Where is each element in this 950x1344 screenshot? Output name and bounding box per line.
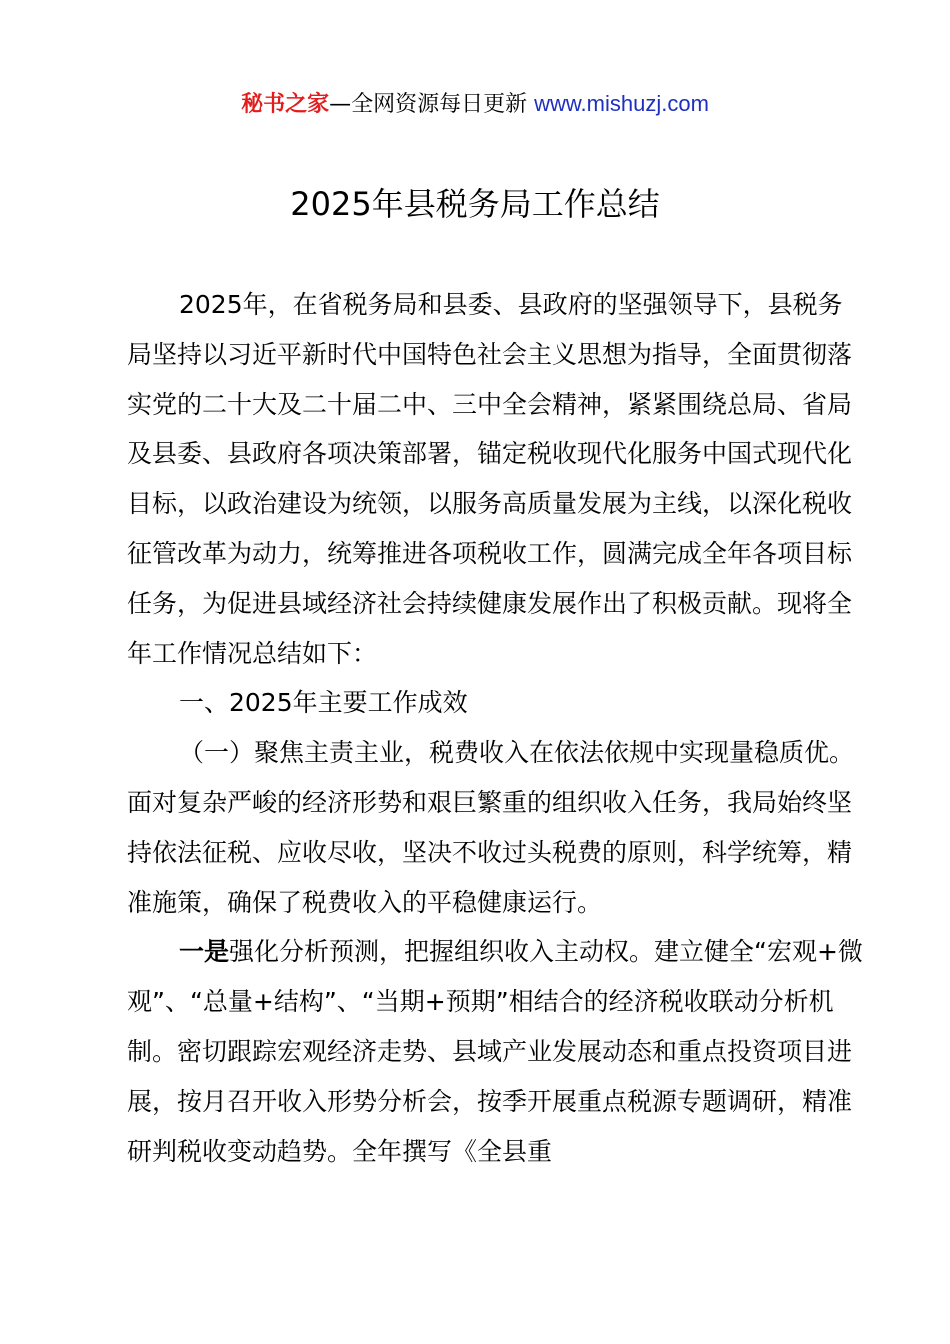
header-tagline: —全网资源每日更新	[329, 92, 528, 117]
site-header	[0, 88, 950, 121]
document-body	[127, 280, 867, 1176]
header-url-link[interactable]: www.mishuzj.com	[534, 91, 709, 116]
intro-paragraph: 2025年，在省税务局和县委、县政府的坚强领导下，县税务局坚持以习近平新时代中国特色社会主义思想为指导，全面贯彻落实党的二十大及二十届二中、三中全会精神，紧紧围绕总局、省局及县委、县政府各项决策部署，锚定税收现代化服务中国式现代化目标，以政治建设为统领，以服务高质量发展为主线，以深化税收征管改革为动力，统筹推进各项税收工作，圆满完成全年各项目标任务，为促进县域经济社会持续健康发展作出了积极贡献。现将全年工作情况总结如下：	[127, 290, 853, 668]
document-title: 2025年县税务局工作总结	[290, 185, 660, 223]
point-text: 强化分析预测，把握组织收入主动权。建立健全“宏观+微观”、“总量+结构”、“当期+预期”相结合的经济税收联动分析机制。密切跟踪宏观经济走势、县域产业发展动态和重点投资项目进展，按月召开收入形势分析会，按季开展重点税源专题调研，精准研判税收变动趋势。全年撰写《全县重	[127, 937, 863, 1166]
header-brand: 秘书之家	[241, 92, 330, 117]
section-heading: 一、2025年主要工作成效	[179, 688, 468, 718]
point-lead: 一是	[179, 937, 230, 967]
point-paragraph	[127, 927, 867, 1176]
subsection-paragraph: （一）聚焦主责主业，税费收入在依法依规中实现量稳质优。面对复杂严峻的经济形势和艰巨繁重的组织收入任务，我局始终坚持依法征税、应收尽收，坚决不收过头税费的原则，科学统筹，精准施策，确保了税费收入的平稳健康运行。	[127, 738, 855, 917]
